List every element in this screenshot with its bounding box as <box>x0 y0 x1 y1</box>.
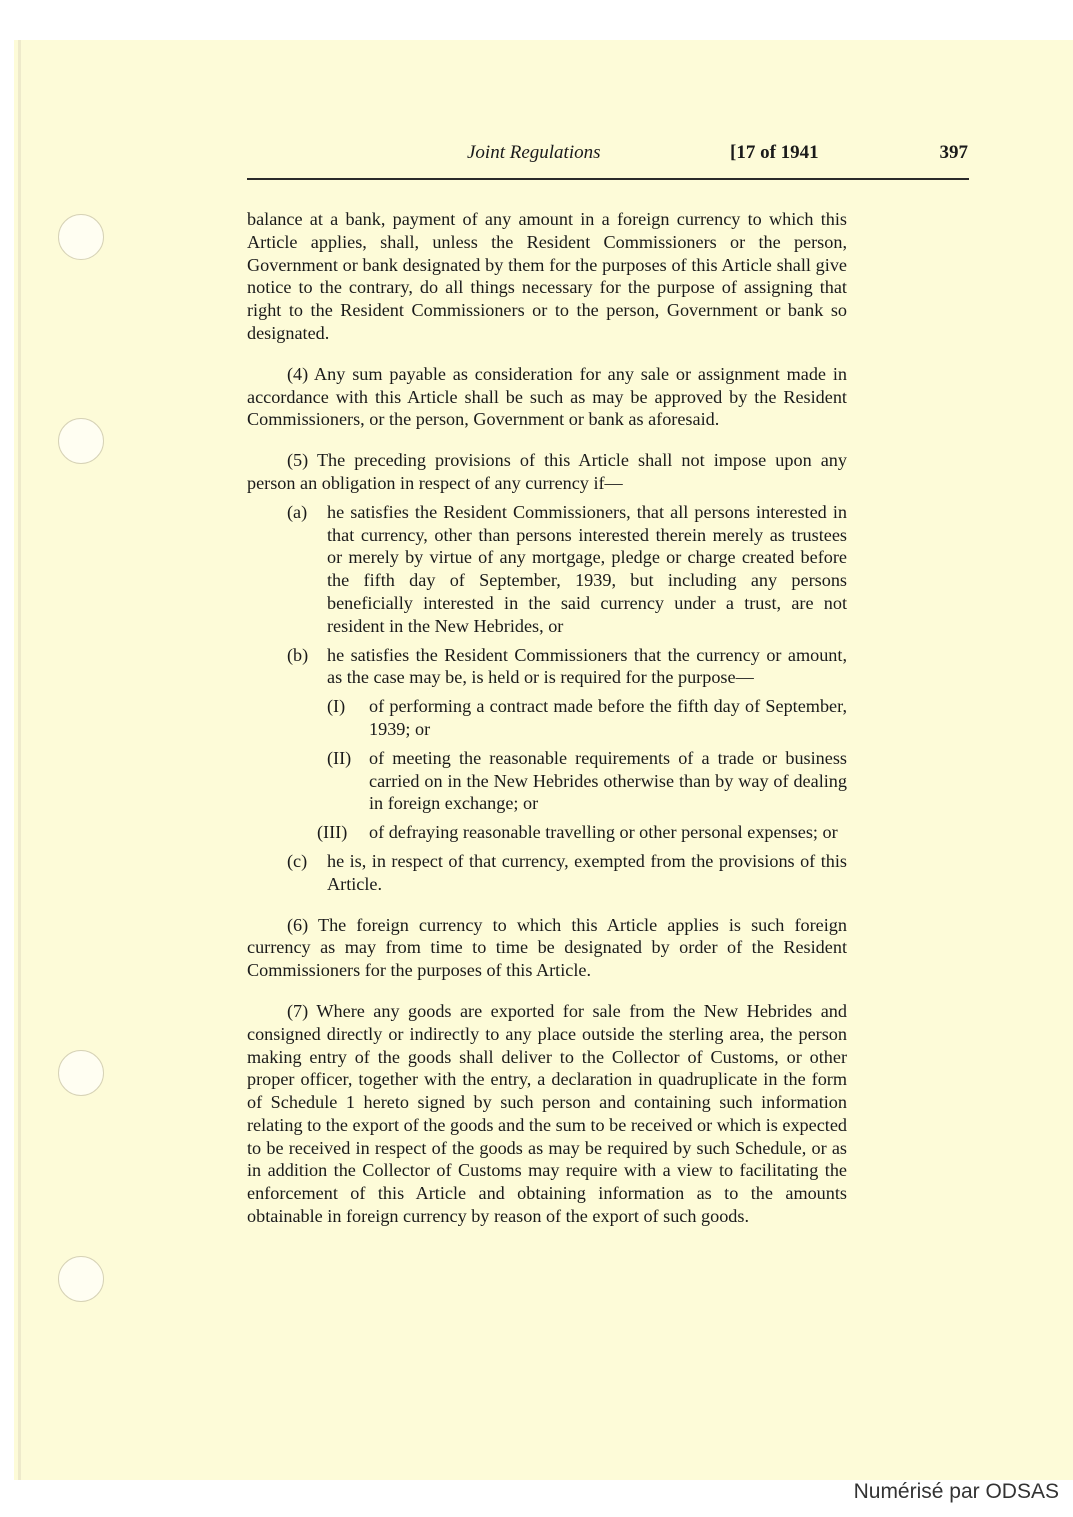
subclause-1 <box>247 695 847 741</box>
subclause-2 <box>247 747 847 815</box>
subclause-1-label: (I) <box>327 696 346 717</box>
punch-hole <box>58 214 104 260</box>
header-rule <box>247 178 969 180</box>
clause-a <box>247 501 847 638</box>
page-number: 397 <box>939 142 968 163</box>
subclause-3-label: (III) <box>317 822 348 843</box>
paragraph-7: (7) Where any goods are exported for sale from the New Hebrides and consigned directly or indirectly to any place outside the sterling area, the person making entry of the goods shall deliver to the Collector of Customs, or other proper officer, together with the entry, a declaration in quadruplicate in the form of Schedule 1 hereto signed by such person and containing such information relating to the export of the goods and the sum to be received or which is expected to be received in respect of the goods as may be required by such Schedule, or as in addition the Collector of Customs may require with a view to facilitating the enforcement of this Article and obtaining information as to the amounts obtainable in foreign currency by reason of the export of such goods. <box>247 1000 848 1227</box>
clause-a-label: (a) <box>287 501 308 522</box>
subclause-2-label: (II) <box>327 747 352 768</box>
clause-c-label: (c) <box>287 850 308 871</box>
clause-c-text: he is, in respect of that currency, exempted from the provisions of this Article. <box>327 850 847 894</box>
paragraph-5: (5) The preceding provisions of this Article shall not impose upon any person an obligation in respect of any currency if— <box>247 450 847 493</box>
header-title: Joint Regulations <box>467 142 601 163</box>
paragraph-4: (4) Any sum payable as consideration for any sale or assignment made in accordance with this Article shall be such as may be approved by the Resident Commissioners, or the person, Government or bank as aforesaid. <box>247 363 847 430</box>
clause-b <box>247 644 847 690</box>
digitization-stamp: Numérisé par ODSAS <box>853 1480 1059 1503</box>
paragraph-6: (6) The foreign currency to which this Article applies is such foreign currency as may from time to time be designated by order of the Resident Commissioners for the purposes of this Article. <box>247 914 847 981</box>
clause-a-text: he satisfies the Resident Commissioners, that all persons interested in that currency, other than persons interested therein merely as trustees or merely by virtue of any mortgage, pledge or charge created before the fifth day of September, 1939, but including any persons beneficially interested in the said currency under a trust, are not resident in the New Hebrides, or <box>327 501 847 636</box>
running-header <box>247 142 970 168</box>
paper-edge <box>18 40 21 1480</box>
clause-b-label: (b) <box>287 644 309 665</box>
clause-c <box>247 850 847 896</box>
clause-b-text: he satisfies the Resident Commissioners that the currency or amount, as the case may be, is held or is required for the purpose— <box>327 644 847 688</box>
punch-hole <box>58 418 104 464</box>
subclause-2-text: of meeting the reasonable requirements of a trade or business carried on in the New Hebrides otherwise than by way of dealing in foreign exchange; or <box>369 747 847 814</box>
punch-hole <box>58 1050 104 1096</box>
subclause-3-text: of defraying reasonable travelling or other personal expenses; or <box>369 822 838 843</box>
document-body <box>247 208 847 1228</box>
subclause-3 <box>247 821 847 844</box>
paragraph-continued: balance at a bank, payment of any amount in a foreign currency to which this Article applies, shall, unless the Resident Commissioners or the person, Government or bank designated by them for the purposes of this Article shall give notice to the contrary, do all things necessary for the purpose of assigning that right to the Resident Commissioners or to the person, Government or bank so designated. <box>247 209 847 343</box>
subclause-1-text: of performing a contract made before the fifth day of September, 1939; or <box>369 696 847 739</box>
header-reference: [17 of 1941 <box>730 142 819 163</box>
punch-hole <box>58 1256 104 1302</box>
